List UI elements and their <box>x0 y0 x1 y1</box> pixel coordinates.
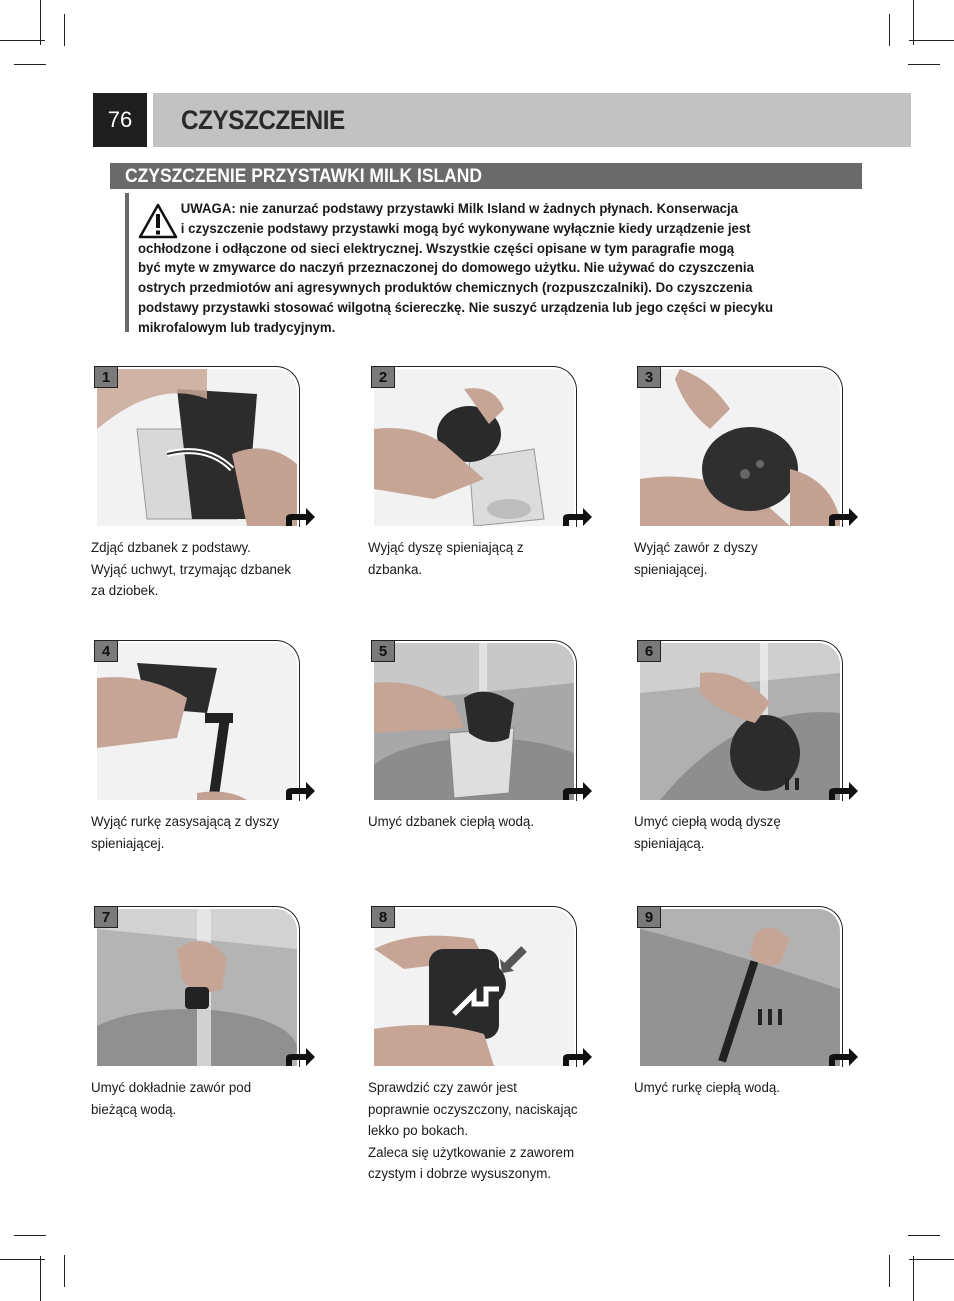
step-frame <box>637 906 843 1067</box>
step-caption-line: dzbanka. <box>368 561 423 578</box>
step-caption <box>368 538 584 581</box>
step-caption-line: spieniającą. <box>634 835 705 852</box>
step-number: 2 <box>371 366 395 388</box>
warning-line: mikrofalowym lub tradycyjnym. <box>138 319 336 336</box>
step-caption-line: spieniającej. <box>91 835 165 852</box>
step-caption <box>91 812 307 855</box>
warning-rule <box>125 193 129 332</box>
warning-line: ostrych przedmiotów ani agresywnych produktów chemicznych (rozpuszczalniki). Do czyszczenia <box>138 280 753 297</box>
next-step-arrow-icon <box>284 506 316 528</box>
step-number: 6 <box>637 640 661 662</box>
next-step-arrow-icon <box>827 1046 859 1068</box>
next-step-arrow-icon <box>561 506 593 528</box>
step-caption <box>91 538 307 603</box>
next-step-arrow-icon <box>284 780 316 802</box>
step-caption-line: Wyjąć uchwyt, trzymając dzbanek <box>91 561 291 578</box>
step-number: 5 <box>371 640 395 662</box>
step-caption-line: Zaleca się użytkowanie z zaworem <box>368 1144 575 1161</box>
step-caption <box>368 1078 584 1186</box>
warning-line: i czyszczenie podstawy przystawki mogą być wykonywane wyłącznie kiedy urządzenie jest <box>180 220 751 237</box>
step-caption <box>91 1078 307 1121</box>
warning-line: być myte w zmywarce do naczyń przeznaczonej do domowego użytku. Nie używać do czyszczenia <box>138 260 754 277</box>
step-caption-line: Umyć ciepłą wodą dyszę <box>634 814 781 830</box>
warning-text <box>138 200 808 339</box>
section-bar <box>110 163 862 189</box>
next-step-arrow-icon <box>284 1046 316 1068</box>
step-caption-line: Wyjąć zawór z dyszy <box>634 540 758 556</box>
step-number: 4 <box>94 640 118 662</box>
step-caption-line: czystym i dobrze wysuszonym. <box>368 1166 552 1182</box>
step-frame <box>371 366 577 527</box>
step-frame <box>371 906 577 1067</box>
step-caption-line: Wyjąć dyszę spieniającą z <box>368 540 524 556</box>
step-number: 7 <box>94 906 118 928</box>
step-caption <box>368 812 584 834</box>
warning-line: UWAGA: nie zanurzać podstawy przystawki Milk Island w żadnych płynach. Konserwacja <box>180 201 739 217</box>
step-number: 8 <box>371 906 395 928</box>
step-caption-line: spieniającej. <box>634 561 708 578</box>
step-caption <box>634 1078 850 1100</box>
step-caption-line: Umyć dzbanek ciepłą wodą. <box>368 814 535 830</box>
step-caption-line: poprawnie oczyszczony, naciskając <box>368 1101 578 1118</box>
next-step-arrow-icon <box>561 780 593 802</box>
step-caption-line: za dziobek. <box>91 583 159 599</box>
step-caption <box>634 538 850 581</box>
next-step-arrow-icon <box>561 1046 593 1068</box>
step-frame <box>637 366 843 527</box>
step-caption-line: Umyć rurkę ciepłą wodą. <box>634 1080 781 1096</box>
step-frame <box>94 366 300 527</box>
next-step-arrow-icon <box>827 506 859 528</box>
step-frame <box>94 906 300 1067</box>
step-frame <box>637 640 843 801</box>
step-caption <box>634 812 850 855</box>
step-number: 3 <box>637 366 661 388</box>
next-step-arrow-icon <box>827 780 859 802</box>
step-caption-line: bieżącą wodą. <box>91 1101 177 1118</box>
step-caption-line: Umyć dokładnie zawór pod <box>91 1080 252 1096</box>
step-caption-line: Zdjąć dzbanek z podstawy. <box>91 540 251 556</box>
step-caption-line: lekko po bokach. <box>368 1123 469 1139</box>
header-bar <box>153 93 911 147</box>
step-number: 9 <box>637 906 661 928</box>
step-caption-line: Sprawdzić czy zawór jest <box>368 1080 517 1096</box>
step-caption-line: Wyjąć rurkę zasysającą z dyszy <box>91 814 280 830</box>
warning-line: podstawy przystawki stosować wilgotną ściereczkę. Nie suszyć urządzenia lub jego części w piecyku <box>138 299 774 316</box>
section-title: CZYSZCZENIE PRZYSTAWKI MILK ISLAND <box>125 166 483 187</box>
page-title: CZYSZCZENIE <box>181 105 345 135</box>
step-frame <box>94 640 300 801</box>
step-number: 1 <box>94 366 118 388</box>
step-frame <box>371 640 577 801</box>
warning-line: ochłodzone i odłączone od sieci elektrycznej. Wszystkie części opisane w tym paragrafie mogą <box>138 240 735 257</box>
page-number: 76 <box>93 93 147 147</box>
